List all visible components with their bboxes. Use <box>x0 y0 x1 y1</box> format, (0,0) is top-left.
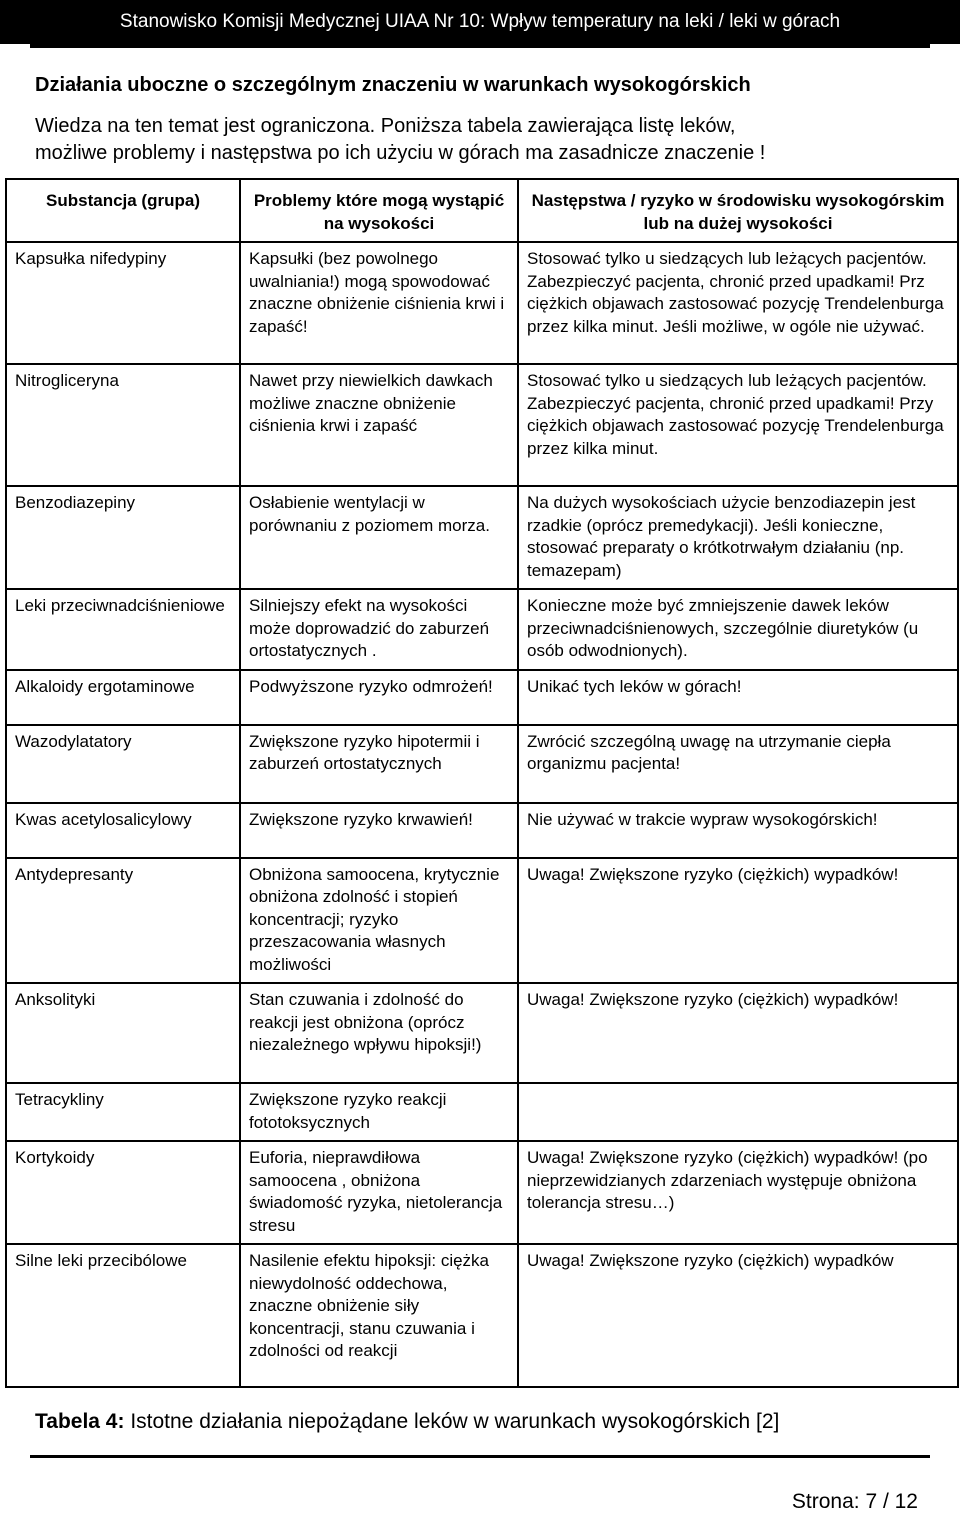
cell-problem: Stan czuwania i zdolność do reakcji jest obniżona (oprócz niezależnego wpływu hipoksji!) <box>240 983 518 1083</box>
cell-problem: Zwiększone ryzyko reakcji fototoksycznych <box>240 1083 518 1141</box>
cell-problem: Obniżona samoocena, krytycznie obniżona zdolność i stopień koncentracji; ryzyko przeszacowania własnych możliwości <box>240 858 518 984</box>
cell-consequence: Zwrócić szczególną uwagę na utrzymanie ciepła organizmu pacjenta! <box>518 725 958 803</box>
header-consequences: Następstwa / ryzyko w środowisku wysokogórskim lub na dużej wysokości <box>518 179 958 242</box>
cell-problem: Kapsułki (bez powolnego uwalniania!) mogą spowodować znaczne obniżenie ciśnienia krwi i zapaść! <box>240 242 518 364</box>
cell-consequence: Uwaga! Zwiększone ryzyko (ciężkich) wypadków <box>518 1244 958 1387</box>
cell-substance: Anksolityki <box>6 983 240 1083</box>
table-row <box>6 1083 958 1141</box>
cell-consequence: Uwaga! Zwiększone ryzyko (ciężkich) wypadków! (po nieprzewidzianych zdarzeniach występuje obniżona tolerancja stresu…) <box>518 1141 958 1244</box>
table-caption <box>35 1410 779 1434</box>
intro-line: możliwe problemy i następstwa po ich użyciu w górach ma zasadnicze znaczenie ! <box>35 142 766 164</box>
cell-consequence: Nie używać w trakcie wypraw wysokogórskich! <box>518 803 958 858</box>
table-row <box>6 670 958 725</box>
cell-problem: Osłabienie wentylacji w porównaniu z poziomem morza. <box>240 486 518 589</box>
table-row <box>6 589 958 670</box>
cell-problem: Zwiększone ryzyko hipotermii i zaburzeń ortostatycznych <box>240 725 518 803</box>
cell-consequence: Stosować tylko u siedzących lub leżących pacjentów. Zabezpieczyć pacjenta, chronić przed upadkami! Prz ciężkich objawach zastosować pozycję Trendelenburga przez kilka minut. Jeśli możliwe, w ogóle nie używać. <box>518 242 958 364</box>
table-row <box>6 1141 958 1244</box>
drug-side-effects-table <box>5 178 959 1388</box>
cell-substance: Wazodylatatory <box>6 725 240 803</box>
cell-consequence <box>518 1083 958 1141</box>
table-row <box>6 858 958 984</box>
cell-substance: Benzodiazepiny <box>6 486 240 589</box>
page-number: Strona: 7 / 12 <box>791 1490 918 1513</box>
cell-problem: Euforia, nieprawdiłowa samoocena , obniżona świadomość ryzyka, nietolerancja stresu <box>240 1141 518 1244</box>
cell-substance: Silne leki przecibólowe <box>6 1244 240 1387</box>
header-problems: Problemy które mogą wystąpić na wysokości <box>240 179 518 242</box>
running-header <box>0 0 960 44</box>
header-substance: Substancja (grupa) <box>6 179 240 242</box>
cell-consequence: Uwaga! Zwiększone ryzyko (ciężkich) wypadków! <box>518 858 958 984</box>
cell-consequence: Unikać tych leków w górach! <box>518 670 958 725</box>
cell-consequence: Na dużych wysokościach użycie benzodiazepin jest rzadkie (oprócz premedykacji). Jeśli konieczne, stosować preparaty o krótkotrwałym działaniu (np. temazepam) <box>518 486 958 589</box>
table-row <box>6 364 958 486</box>
intro-paragraph <box>35 113 935 167</box>
table-row <box>6 242 958 364</box>
running-header-title: Stanowisko Komisji Medycznej UIAA Nr 10: Wpływ temperatury na leki / leki w górach <box>119 11 841 32</box>
table-row <box>6 1244 958 1387</box>
cell-substance: Antydepresanty <box>6 858 240 984</box>
cell-substance: Alkaloidy ergotaminowe <box>6 670 240 725</box>
cell-substance: Nitrogliceryna <box>6 364 240 486</box>
intro-line: Wiedza na ten temat jest ograniczona. Poniższa tabela zawierająca listę leków, <box>35 115 736 137</box>
cell-problem: Zwiększone ryzyko krwawień! <box>240 803 518 858</box>
table-header-row <box>6 179 958 242</box>
cell-problem: Nasilenie efektu hipoksji: ciężka niewydolność oddechowa, znaczne obniżenie siły koncentracji, stanu czuwania i zdolności od reakcji <box>240 1244 518 1387</box>
table-row <box>6 803 958 858</box>
cell-substance: Kwas acetylosalicylowy <box>6 803 240 858</box>
cell-substance: Leki przeciwnadciśnieniowe <box>6 589 240 670</box>
section-heading: Działania uboczne o szczególnym znaczeniu w warunkach wysokogórskich <box>35 74 751 96</box>
caption-text: Istotne działania niepożądane leków w warunkach wysokogórskich [2] <box>124 1410 780 1433</box>
cell-consequence: Konieczne może być zmniejszenie dawek leków przeciwnadciśnienowych, szczególnie diuretyków (u osób odwodnionych). <box>518 589 958 670</box>
table-row <box>6 725 958 803</box>
caption-label: Tabela 4: <box>35 1410 125 1433</box>
caption-rule <box>30 1455 930 1458</box>
cell-substance: Tetracykliny <box>6 1083 240 1141</box>
cell-problem: Nawet przy niewielkich dawkach możliwe znaczne obniżenie ciśnienia krwi i zapaść <box>240 364 518 486</box>
cell-consequence: Stosować tylko u siedzących lub leżących pacjentów. Zabezpieczyć pacjenta, chronić przed upadkami! Przy ciężkich objawach zastosować pozycję Trendelenburga przez kilka minut. <box>518 364 958 486</box>
table-row <box>6 486 958 589</box>
header-rule <box>30 44 930 48</box>
cell-consequence: Uwaga! Zwiększone ryzyko (ciężkich) wypadków! <box>518 983 958 1083</box>
cell-substance: Kortykoidy <box>6 1141 240 1244</box>
table-row <box>6 983 958 1083</box>
cell-problem: Silniejszy efekt na wysokości może doprowadzić do zaburzeń ortostatycznych . <box>240 589 518 670</box>
cell-problem: Podwyższone ryzyko odmrożeń! <box>240 670 518 725</box>
cell-substance: Kapsułka nifedypiny <box>6 242 240 364</box>
